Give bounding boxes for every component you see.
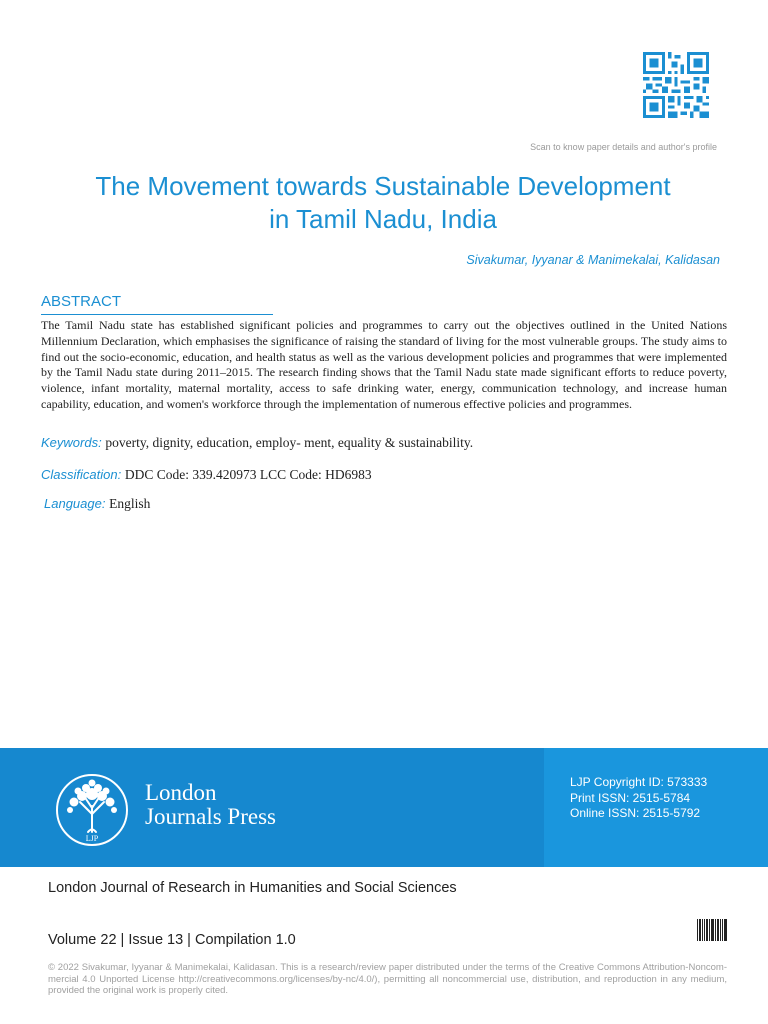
publisher-line-1: London xyxy=(145,780,217,805)
copyright-id: LJP Copyright ID: 573333 xyxy=(570,775,708,789)
online-issn: Online ISSN: 2515-5792 xyxy=(570,806,701,820)
abstract-text: The Tamil Nadu state has established significant policies and programmes to carry out the objectives outlined in the United Nations Millennium Declaration, which emphasises the significance of raising the standard of living for the most vulnerable groups. The study aims to find out the socio-economic, education, and health status as well as the various development policies and programmes that were implemented by the Tamil Nadu state during 2011–2015. The research finding shows that the Tamil Nadu state made significant efforts to reduce poverty, violence, infant mortality, maternal mortality, access to safe drinking water, energy, communication technology, and increase human capability, education, and women's workforce through the implementation of numerous effective policies and programmes. xyxy=(41,318,727,411)
publisher-banner xyxy=(0,748,768,867)
abstract-underline xyxy=(41,314,273,315)
authors: Sivakumar, Iyyanar & Manimekalai, Kalidasan xyxy=(466,253,720,267)
keywords-line xyxy=(41,435,473,451)
classification-label: Classification: xyxy=(41,467,122,482)
keywords-label: Keywords: xyxy=(41,435,102,450)
logo-text: LJP xyxy=(85,834,99,843)
title-line-2: in Tamil Nadu, India xyxy=(269,204,497,234)
tree-logo-icon xyxy=(52,772,132,848)
classification-line xyxy=(41,467,372,483)
publisher-name xyxy=(145,781,276,829)
qr-code-icon xyxy=(641,52,711,118)
abstract-heading: ABSTRACT xyxy=(41,293,122,310)
issn-block xyxy=(570,775,707,822)
title-line-1: The Movement towards Sustainable Development xyxy=(95,171,671,201)
barcode-icon xyxy=(697,919,727,941)
journal-name: London Journal of Research in Humanities and Social Sciences xyxy=(48,880,457,896)
language-label: Language: xyxy=(44,496,106,511)
volume-line: Volume 22 | Issue 13 | Compilation 1.0 xyxy=(48,932,296,948)
paper-title xyxy=(30,170,736,236)
classification-value: DDC Code: 339.420973 LCC Code: HD6983 xyxy=(124,467,372,482)
print-issn: Print ISSN: 2515-5784 xyxy=(570,790,691,805)
keywords-value: poverty, dignity, education, employ- ment, equality & sustainability. xyxy=(105,435,474,450)
language-value: English xyxy=(109,496,151,511)
publisher-line-2: Journals Press xyxy=(145,804,276,829)
language-line xyxy=(44,496,150,512)
license-text: © 2022 Sivakumar, Iyyanar & Manimekalai, Kalidasan. This is a research/review paper distributed under the terms of the Creative Commons Attribution-Noncom-mercial 4.0 Unported License http://creativecommons.org/licenses/by-nc/4.0/), permitting all noncommercial use, distribution, and reproduction in any medium, provided the original work is properly cited. xyxy=(48,962,727,996)
qr-caption: Scan to know paper details and author's profile xyxy=(530,142,717,152)
banner-id-panel xyxy=(544,748,768,867)
